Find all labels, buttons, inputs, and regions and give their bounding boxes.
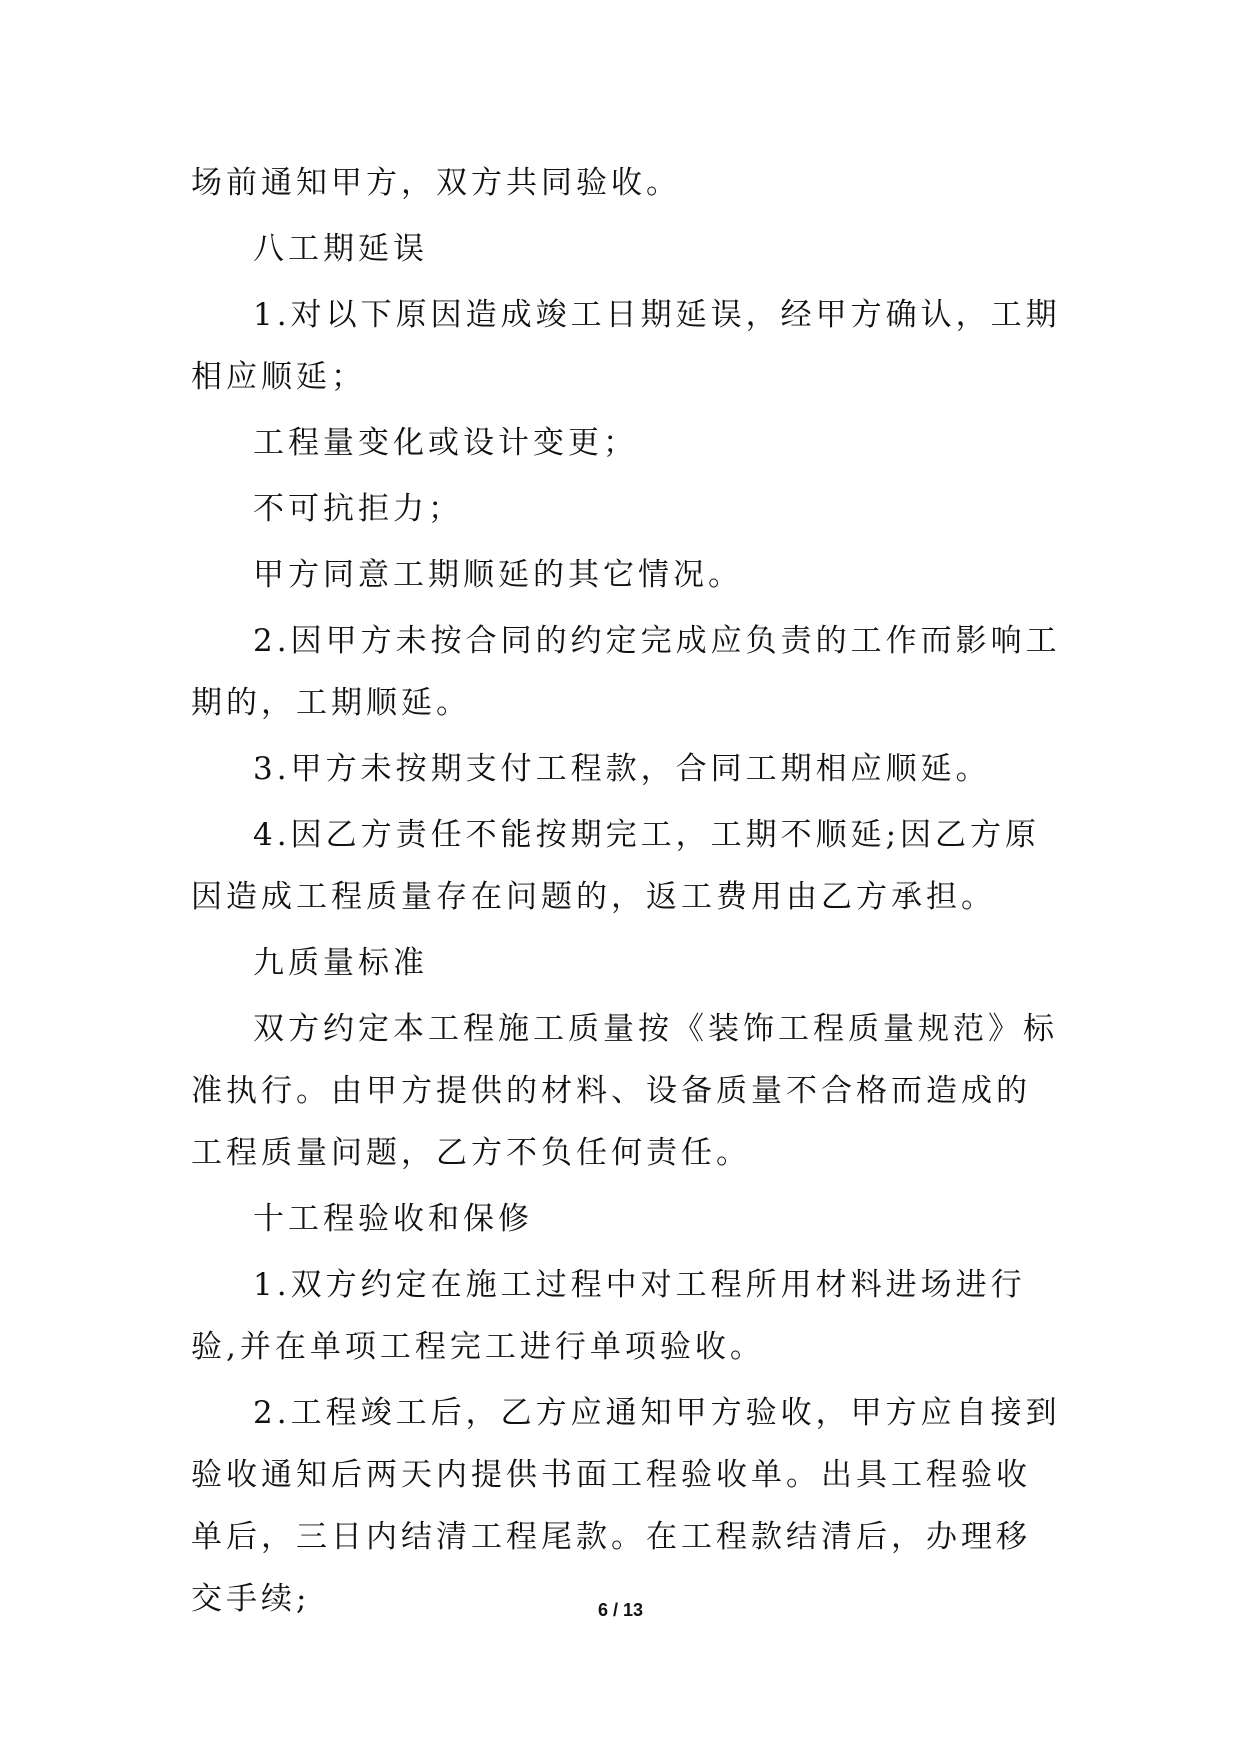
section-heading: 八工期延误: [253, 231, 428, 267]
paragraph: 场前通知甲方，双方共同验收。: [191, 165, 681, 201]
paragraph: 双方约定本工程施工质量按《装饰工程质量规范》标准执行。由甲方提供的材料、设备质量不合格而造成的工程质量问题，乙方不负任何责任。: [191, 1011, 1058, 1171]
paragraph: 2.因甲方未按合同的约定完成应负责的工作而影响工期的，工期顺延。: [191, 623, 1061, 721]
document-body: [191, 152, 1061, 1634]
section-heading: 十工程验收和保修: [253, 1201, 533, 1237]
paragraph: 甲方同意工期顺延的其它情况。: [253, 557, 743, 593]
paragraph: 1.双方约定在施工过程中对工程所用材料进场进行验,并在单项工程完工进行单项验收。: [191, 1267, 1026, 1365]
paragraph: 工程量变化或设计变更；: [253, 425, 638, 461]
paragraph: 1.对以下原因造成竣工日期延误，经甲方确认，工期相应顺延；: [191, 297, 1061, 395]
section-heading: 九质量标准: [253, 945, 428, 981]
paragraph: 不可抗拒力；: [253, 491, 463, 527]
paragraph: 2.工程竣工后，乙方应通知甲方验收，甲方应自接到验收通知后两天内提供书面工程验收单。出具工程验收单后，三日内结清工程尾款。在工程款结清后，办理移交手续;: [191, 1395, 1061, 1617]
page-number: 6 / 13: [597, 1600, 644, 1620]
paragraph: 3.甲方未按期支付工程款，合同工期相应顺延。: [253, 751, 991, 787]
paragraph: 4.因乙方责任不能按期完工，工期不顺延;因乙方原因造成工程质量存在问题的，返工费用由乙方承担。: [191, 817, 1041, 915]
